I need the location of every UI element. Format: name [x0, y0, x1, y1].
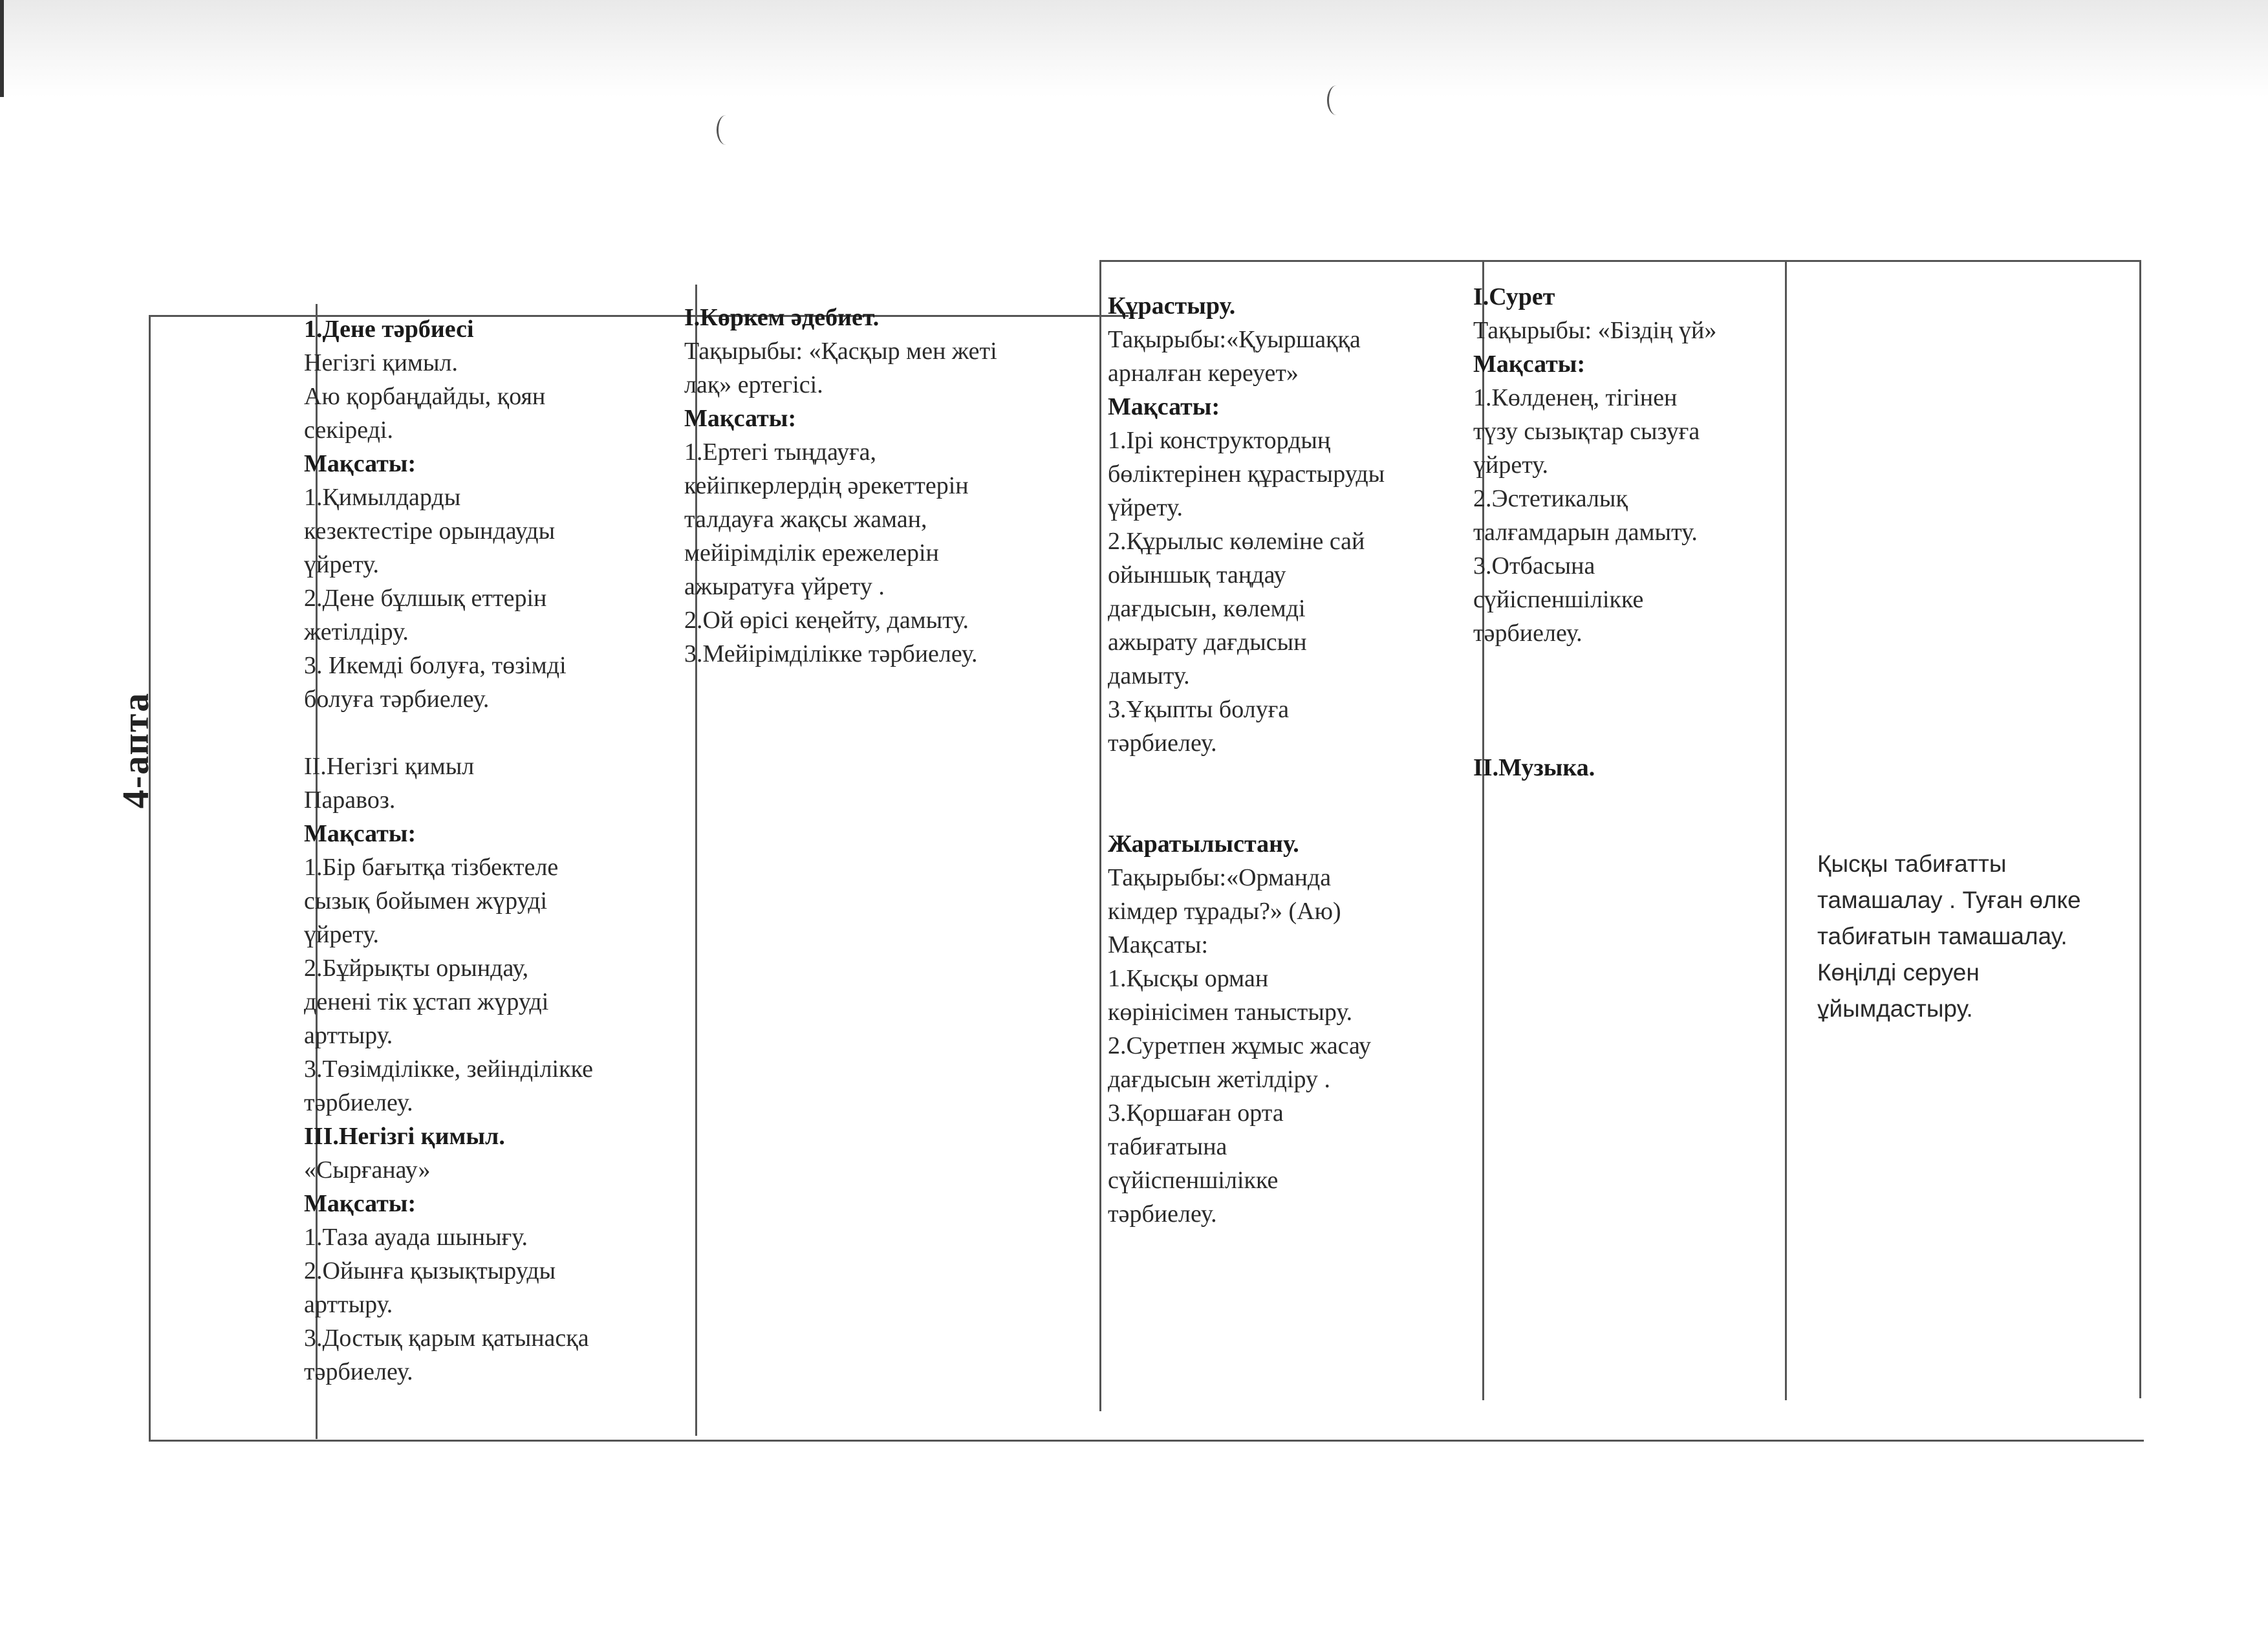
- cell-line: 1.Ірі конструктордың: [1108, 427, 1331, 454]
- cell-line: болуға тәрбиелеу.: [304, 686, 490, 713]
- cell-line: тәрбиелеу.: [304, 1089, 413, 1116]
- cell-line: 3.Мейірімділікке тәрбиелеу.: [684, 640, 978, 667]
- line-spacer: [1473, 684, 1777, 717]
- cell-heading: Құрастыру.: [1108, 292, 1236, 319]
- cell-line: 1.Қысқы орман: [1108, 965, 1269, 992]
- cell-line: «Сырғанау»: [304, 1156, 431, 1184]
- cell-heading: III.Негізгі қимыл.: [304, 1123, 505, 1150]
- cell-line: табиғатын тамашалау.: [1817, 923, 2068, 949]
- table-border-top-right: [1099, 260, 2141, 262]
- cell-line: сүйіспеншілікке: [1108, 1167, 1279, 1194]
- line-spacer: [304, 716, 686, 750]
- cell-heading: Мақсаты:: [1473, 351, 1586, 378]
- cell-line: тамашалау . Туған өлке: [1817, 887, 2081, 913]
- cell-line: Паравоз.: [304, 786, 396, 814]
- cell-line: дамыту.: [1108, 662, 1190, 689]
- cell-line: 1.Қимылдарды: [304, 484, 461, 511]
- cell-line: Тақырыбы:«Қуыршаққа: [1108, 326, 1361, 353]
- divider-col4-col5: [1785, 262, 1787, 1400]
- cell-line: табиғатына: [1108, 1133, 1227, 1160]
- cell-line: мейірімділік ережелерін: [684, 539, 939, 567]
- cell-line: тәрбиелеу.: [1473, 620, 1582, 647]
- cell-line: 2.Ойынға қызықтыруды: [304, 1257, 556, 1284]
- cell-line: арттыру.: [304, 1291, 393, 1318]
- cell-line: Тақырыбы: «Қасқыр мен жеті: [684, 338, 997, 365]
- cell-line: 1.Көлденең, тігінен: [1473, 384, 1678, 411]
- table-border-right: [2139, 260, 2141, 1398]
- cell-line: 2.Бұйрықты орындау,: [304, 955, 529, 982]
- cell-line: талғамдарын дамыту.: [1473, 519, 1698, 546]
- cell-line: II.Негізгі қимыл: [304, 753, 475, 780]
- cell-line: үйрету.: [1108, 494, 1183, 521]
- cell-drawing-music: [1473, 280, 1777, 785]
- cell-line: Мақсаты:: [1108, 931, 1209, 958]
- cell-line: секіреді.: [304, 417, 393, 444]
- cell-line: сызық бойымен жүруді: [304, 887, 548, 915]
- cell-heading: I.Көркем әдебиет.: [684, 304, 880, 331]
- cell-literature: [684, 301, 1092, 671]
- line-spacer: [1473, 650, 1777, 684]
- cell-line: ұйымдастыру.: [1817, 995, 1973, 1022]
- cell-line: 2.Құрылыс көлеміне сай: [1108, 528, 1365, 555]
- cell-line: Негізгі қимыл.: [304, 349, 458, 376]
- cell-line: 3.Қоршаған орта: [1108, 1099, 1284, 1127]
- cell-line: Қысқы табиғатты: [1817, 850, 2007, 877]
- cell-line: 2.Ой өрісі кеңейту, дамыту.: [684, 607, 969, 634]
- cell-line: тәрбиелеу.: [1108, 730, 1217, 757]
- cell-line: кімдер тұрады?» (Аю): [1108, 898, 1341, 925]
- cell-line: 1.Таза ауада шынығу.: [304, 1224, 528, 1251]
- cell-line: 3.Отбасына: [1473, 552, 1595, 579]
- cell-heading: Мақсаты:: [304, 1190, 416, 1217]
- cell-line: жетілдіру.: [304, 618, 409, 645]
- cell-walk: [1817, 846, 2134, 1027]
- cell-line: 1.Бір бағытқа тізбектеле: [304, 854, 559, 881]
- cell-heading: Мақсаты:: [1108, 393, 1220, 420]
- cell-line: Тақырыбы:«Орманда: [1108, 864, 1332, 891]
- cell-construction-nature: [1108, 289, 1476, 1231]
- cell-heading: Мақсаты:: [684, 405, 797, 432]
- line-spacer: [1108, 794, 1476, 827]
- cell-line: Аю қорбаңдайды, қоян: [304, 383, 546, 410]
- cell-line: тәрбиелеу.: [1108, 1200, 1217, 1228]
- line-spacer: [1473, 717, 1777, 751]
- cell-line: ойыншық таңдау: [1108, 561, 1286, 589]
- cell-line: кезектестіре орындауды: [304, 517, 556, 545]
- cell-heading: Жаратылыстану.: [1108, 830, 1299, 858]
- cell-line: денені тік ұстап жүруді: [304, 988, 549, 1015]
- cell-line: үйрету.: [304, 551, 380, 578]
- cell-physical-education: [304, 312, 686, 1389]
- cell-line: 3. Икемді болуға, төзімді: [304, 652, 567, 679]
- cell-line: 2.Суретпен жұмыс жасау: [1108, 1032, 1371, 1059]
- cell-line: 1.Ертегі тыңдауға,: [684, 439, 877, 466]
- cell-line: дағдысын жетілдіру .: [1108, 1066, 1331, 1093]
- cell-heading: Мақсаты:: [304, 820, 416, 847]
- cell-line: түзу сызықтар сызуға: [1473, 418, 1700, 445]
- table-border-bottom: [149, 1440, 2144, 1442]
- cell-line: 3.Ұқыпты болуға: [1108, 696, 1290, 723]
- cell-line: дағдысын, көлемді: [1108, 595, 1306, 622]
- cell-line: үйрету.: [304, 921, 380, 948]
- cell-line: кейіпкерлердің әрекеттерін: [684, 472, 969, 499]
- cell-line: 2.Эстетикалық: [1473, 485, 1628, 512]
- cell-line: талдауға жақсы жаман,: [684, 506, 927, 533]
- cell-line: Тақырыбы: «Біздің үй»: [1473, 317, 1717, 344]
- cell-line: Көңілді серуен: [1817, 959, 1980, 986]
- cell-line: бөліктерінен құрастыруды: [1108, 460, 1385, 488]
- cell-line: арттыру.: [304, 1022, 393, 1049]
- cell-line: арналған кереует»: [1108, 360, 1299, 387]
- divider-col2-col3: [1099, 260, 1101, 1411]
- cell-line: 3.Достық қарым қатынасқа: [304, 1325, 589, 1352]
- cell-heading: 1.Дене тәрбиесі: [304, 316, 474, 343]
- cell-heading: Мақсаты:: [304, 450, 416, 477]
- week-label: 4-апта: [114, 691, 157, 809]
- cell-heading: I.Сурет: [1473, 283, 1555, 310]
- cell-line: көрінісімен таныстыру.: [1108, 999, 1353, 1026]
- line-spacer: [1108, 760, 1476, 794]
- cell-line: 3.Төзімділікке, зейінділікке: [304, 1056, 593, 1083]
- cell-line: 2.Дене бұлшық еттерін: [304, 585, 547, 612]
- cell-line: лақ» ертегісі.: [684, 371, 823, 398]
- cell-line: тәрбиелеу.: [304, 1358, 413, 1385]
- cell-line: сүйіспеншілікке: [1473, 586, 1644, 613]
- cell-heading: II.Музыка.: [1473, 754, 1595, 781]
- cell-line: ажыратуға үйрету .: [684, 573, 885, 600]
- cell-line: ажырату дағдысын: [1108, 629, 1307, 656]
- cell-line: үйрету.: [1473, 451, 1549, 479]
